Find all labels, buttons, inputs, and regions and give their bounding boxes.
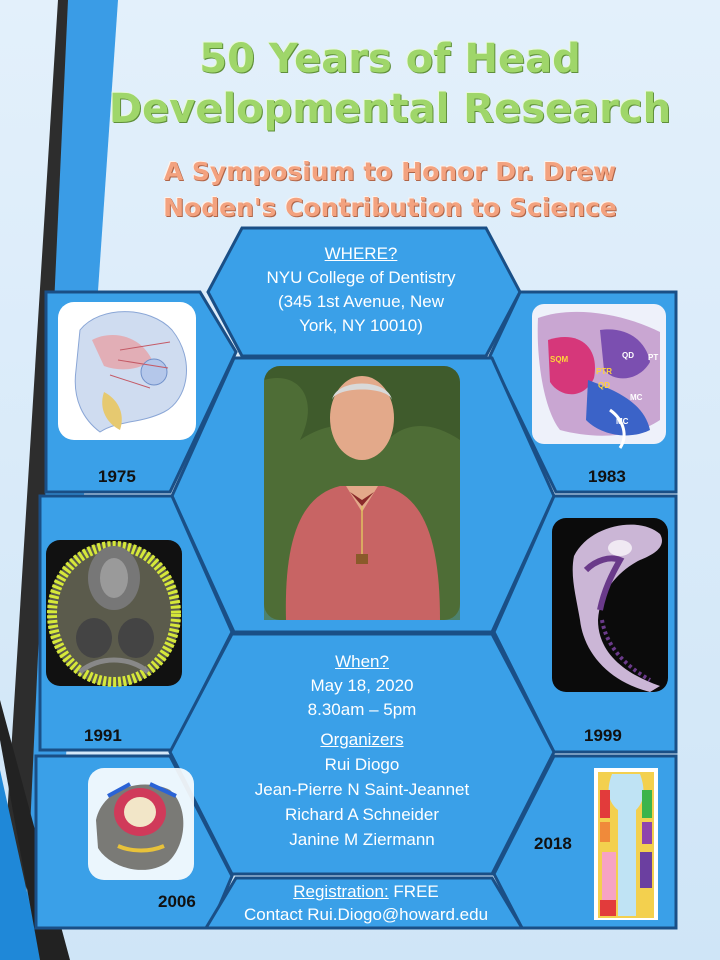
when-block xyxy=(200,650,524,852)
label-qd-lower: QD xyxy=(598,381,610,390)
when-time: 8.30am – 5pm xyxy=(307,700,417,719)
subtitle-line-2: Noden's Contribution to Science xyxy=(163,193,617,222)
organizer-name: Rui Diogo xyxy=(324,755,400,774)
brain-diagram-2018 xyxy=(594,768,658,920)
year-label-1991: 1991 xyxy=(84,726,122,745)
where-line-3: York, NY 10010) xyxy=(299,316,423,335)
year-label-1999: 1999 xyxy=(584,726,622,745)
cross-section-image-1991 xyxy=(46,540,182,686)
year-label-1983: 1983 xyxy=(588,467,626,486)
embryo-image-1999 xyxy=(552,518,668,692)
label-qd-upper: QD xyxy=(622,351,634,360)
label-sqm: SQM xyxy=(550,355,569,364)
eye-image-2006 xyxy=(88,768,194,880)
organizer-name: Janine M Ziermann xyxy=(289,830,435,849)
label-mc-upper: MC xyxy=(630,393,643,402)
when-date: May 18, 2020 xyxy=(310,676,414,695)
subtitle-line-1: A Symposium to Honor Dr. Drew xyxy=(163,157,617,186)
embryo-image-1975 xyxy=(58,302,196,440)
skull-image-1983 xyxy=(532,304,666,448)
registration-contact: Contact Rui.Diogo@howard.edu xyxy=(243,905,489,924)
year-label-2006: 2006 xyxy=(158,892,196,911)
registration-block xyxy=(210,880,522,926)
where-block xyxy=(230,242,492,338)
title-line-1: 50 Years of Head xyxy=(199,36,581,82)
when-heading: When? xyxy=(335,652,389,671)
organizers-heading: Organizers xyxy=(320,730,404,749)
where-line-1: NYU College of Dentistry xyxy=(266,268,456,287)
label-mc-lower: MC xyxy=(616,417,629,426)
where-line-2: (345 1st Avenue, New xyxy=(277,292,444,311)
label-pt: PT xyxy=(648,353,659,362)
portrait-photo xyxy=(264,366,460,620)
label-ptr: PTR xyxy=(596,367,612,376)
organizer-name: Jean-Pierre N Saint-Jeannet xyxy=(254,780,470,799)
registration-fee: FREE xyxy=(388,882,439,901)
organizer-name: Richard A Schneider xyxy=(284,805,440,824)
year-label-1975: 1975 xyxy=(98,467,136,486)
title-line-2: Developmental Research xyxy=(108,86,672,132)
registration-heading: Registration: xyxy=(293,882,389,901)
year-label-2018: 2018 xyxy=(534,834,572,853)
where-heading: WHERE? xyxy=(324,244,398,263)
